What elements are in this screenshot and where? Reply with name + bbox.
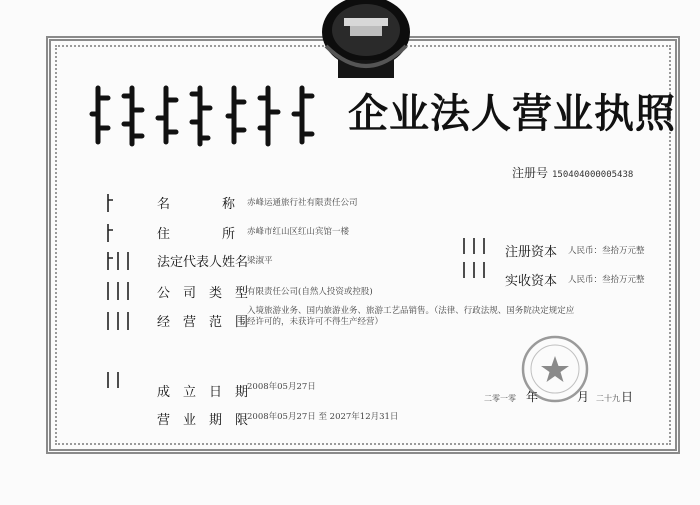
field-value-name: 赤峰运通旅行社有限责任公司 [247,198,358,208]
field-value-business-scope: 入境旅游业务、国内旅游业务、旅游工艺品销售。（法律、行政法规、国务院决定规定应经许可的，未获许可不得生产经营） [247,306,575,327]
national-emblem-icon [320,0,412,78]
capital-registered-value: 人民币：叁拾万元整 [568,246,645,256]
registration-value: 150404000005438 [552,170,634,180]
field-label-legal-rep: 法定代表人姓名 [157,255,249,270]
field-value-address: 赤峰市红山区红山宾馆一楼 [247,227,350,237]
field-label-established: 成 立 日 期 [157,385,249,400]
registration-label: 注册号 [512,166,549,180]
issue-month-label: 月 [577,390,590,404]
registration-number [512,164,633,181]
field-label-address: 住 所 [157,227,236,242]
field-label-company-type: 公 司 类 型 [157,286,249,301]
document-title: 企业法人营业执照 [348,91,676,137]
field-label-term: 营 业 期 限 [157,413,249,428]
field-label-name: 名 称 [157,197,236,212]
issue-day-prefix: 二十九 [596,394,620,403]
issue-year-label: 年 [526,390,539,404]
mongolian-field-labels [100,190,140,390]
issue-day-label: 日 [621,390,634,404]
issue-year-prefix: 二零一零 [484,394,516,403]
mongolian-title-script [88,84,333,148]
mongolian-capital-labels [456,236,496,280]
capital-paidin-label: 实收资本 [505,274,558,289]
field-value-company-type: 有限责任公司(自然人投资或控股) [247,287,373,297]
field-value-term: 2008年05月27日 至 2027年12月31日 [247,412,399,422]
capital-registered-label: 注册资本 [505,245,558,260]
field-value-legal-rep: 梁淑平 [247,256,273,266]
capital-paidin-value: 人民币：叁拾万元整 [568,275,645,285]
field-label-business-scope: 经 营 范 围 [157,315,249,330]
field-value-established: 2008年05月27日 [247,382,316,392]
